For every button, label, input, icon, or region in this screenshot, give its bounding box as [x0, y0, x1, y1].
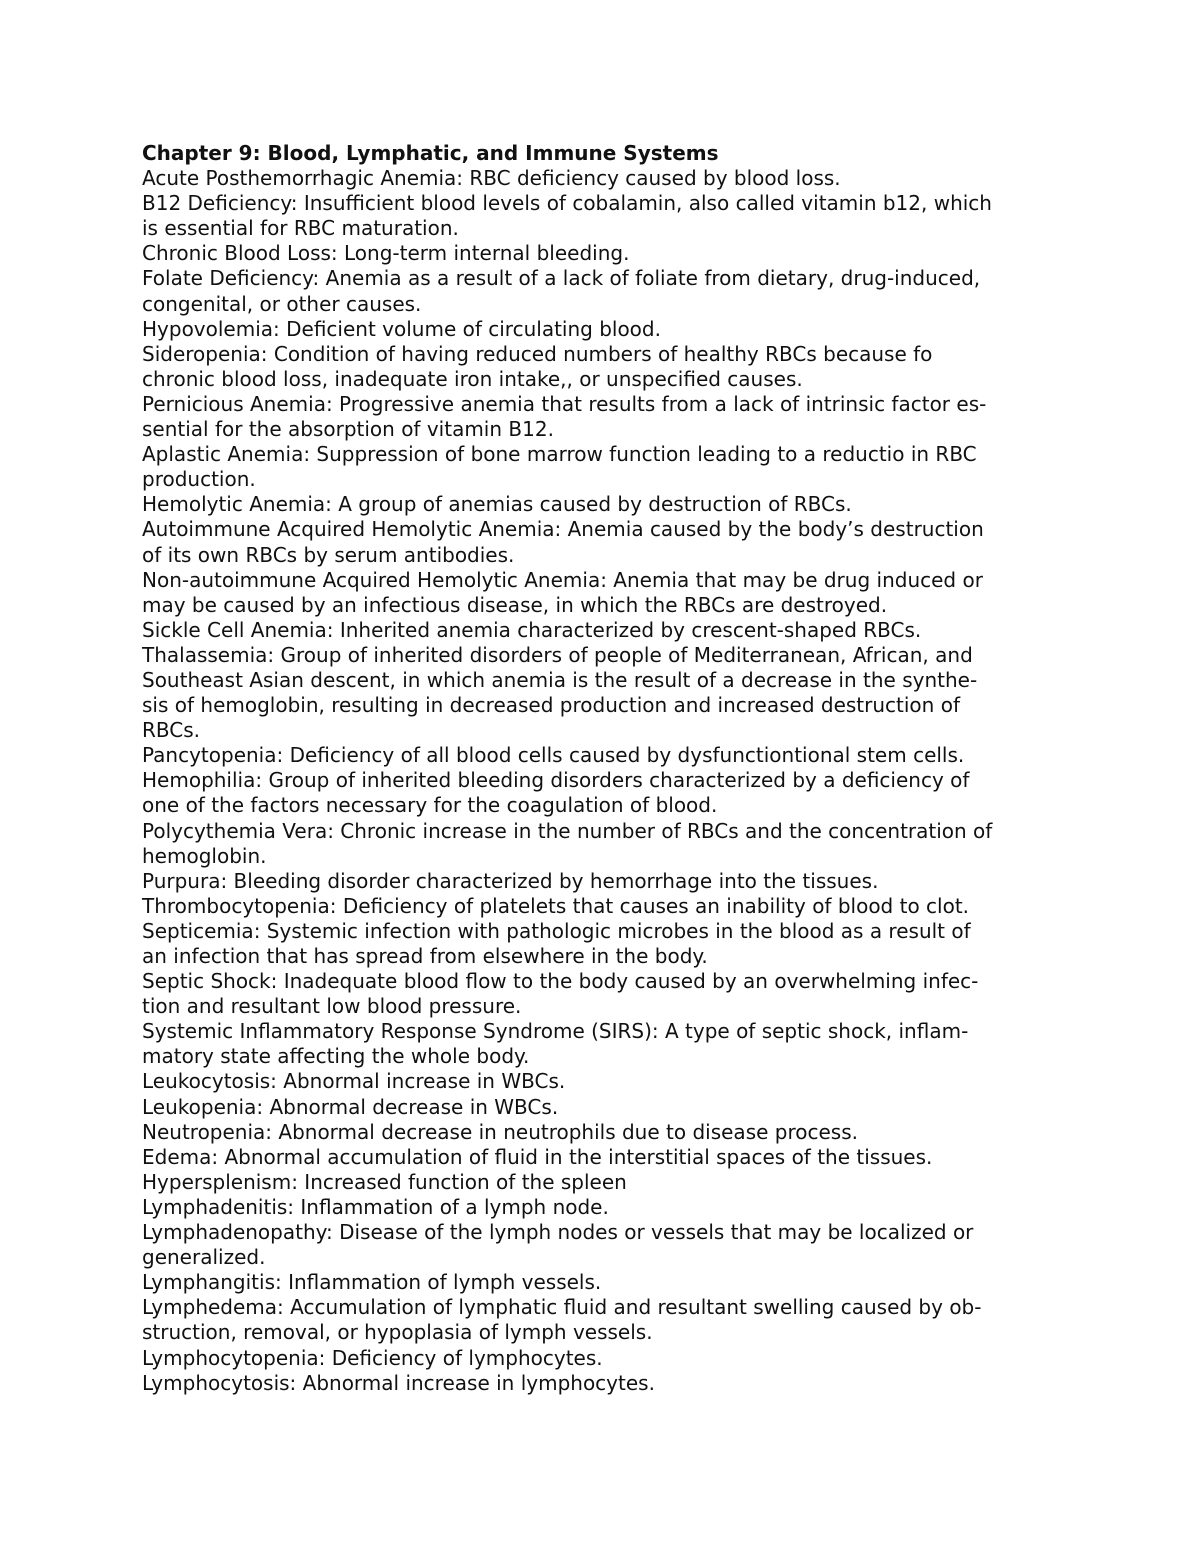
term-line: Neutropenia: Abnormal decrease in neutrophils due to disease process.	[142, 1119, 858, 1144]
term-line: Pancytopenia: Deficiency of all blood cells caused by dysfunctiontional stem cells.	[142, 743, 965, 768]
term-line: an infection that has spread from elsewhere in the body.	[142, 944, 708, 968]
term-line: Systemic Inflammatory Response Syndrome (SIRS): A type of septic shock, inflam-	[142, 1019, 969, 1044]
term-line: Lymphangitis: Inflammation of lymph vessels.	[142, 1270, 602, 1295]
term-line: Edema: Abnormal accumulation of fluid in the interstitial spaces of the tissues.	[142, 1144, 933, 1169]
term-line: chronic blood loss, inadequate iron intake,, or unspecified causes.	[142, 366, 803, 391]
term-line: matory state affecting the whole body.	[142, 1044, 530, 1069]
term-line: Autoimmune Acquired Hemolytic Anemia: Anemia caused by the body’s destruction	[142, 517, 984, 542]
term-line: Sideropenia: Condition of having reduced numbers of healthy RBCs because fo	[142, 341, 933, 366]
term-line: is essential for RBC maturation.	[142, 216, 459, 241]
term-line: Hemophilia: Group of inherited bleeding disorders characterized by a deficiency of	[142, 768, 970, 793]
term-line: Lymphadenopathy: Disease of the lymph nodes or vessels that may be localized or	[142, 1220, 974, 1245]
term-line: Lymphadenitis: Inflammation of a lymph node.	[142, 1194, 609, 1219]
term-line: Thrombocytopenia: Deficiency of platelets that causes an inability of blood to clot.	[142, 893, 970, 918]
term-line: Sickle Cell Anemia: Inherited anemia characterized by crescent-shaped RBCs.	[142, 617, 922, 642]
term-line: hemoglobin.	[142, 843, 267, 868]
term-line: production.	[142, 467, 256, 492]
document-body	[142, 141, 1072, 1396]
term-line: Purpura: Bleeding disorder characterized by hemorrhage into the tissues.	[142, 868, 879, 893]
term-line: sis of hemoglobin, resulting in decreased production and increased destruction of	[142, 693, 960, 718]
term-line: Thalassemia: Group of inherited disorders of people of Mediterranean, African, and	[142, 642, 973, 667]
term-line: B12 Deficiency: Insufficient blood levels of cobalamin, also called vitamin b12, which	[142, 191, 992, 216]
term-line: Acute Posthemorrhagic Anemia: RBC deficiency caused by blood loss.	[142, 166, 841, 191]
term-line: Hypovolemia: Deficient volume of circulating blood.	[142, 316, 661, 341]
term-line: Leukocytosis: Abnormal increase in WBCs.	[142, 1069, 566, 1094]
term-line: Hemolytic Anemia: A group of anemias caused by destruction of RBCs.	[142, 492, 852, 517]
term-line: of its own RBCs by serum antibodies.	[142, 542, 515, 567]
term-line: struction, removal, or hypoplasia of lymph vessels.	[142, 1320, 653, 1345]
term-line: Southeast Asian descent, in which anemia is the result of a decrease in the synthe-	[142, 667, 978, 692]
term-line: Leukopenia: Abnormal decrease in WBCs.	[142, 1094, 559, 1119]
chapter-title: Chapter 9: Blood, Lymphatic, and Immune Systems	[142, 141, 719, 165]
term-line: sential for the absorption of vitamin B12.	[142, 417, 554, 442]
term-line: RBCs.	[142, 718, 201, 743]
term-line: Aplastic Anemia: Suppression of bone marrow function leading to a reductio in RBC	[142, 442, 977, 467]
term-line: generalized.	[142, 1245, 266, 1270]
term-line: Chronic Blood Loss: Long-term internal bleeding.	[142, 241, 630, 266]
term-line: Lymphedema: Accumulation of lymphatic fluid and resultant swelling caused by ob-	[142, 1295, 982, 1320]
term-line: one of the factors necessary for the coagulation of blood.	[142, 793, 718, 818]
term-line: tion and resultant low blood pressure.	[142, 994, 522, 1019]
term-line: Septicemia: Systemic infection with pathologic microbes in the blood as a result of	[142, 918, 971, 943]
term-list	[142, 166, 1072, 1396]
term-line: Septic Shock: Inadequate blood flow to the body caused by an overwhelming infec-	[142, 969, 979, 994]
term-line: congenital, or other causes.	[142, 291, 422, 316]
term-line: Polycythemia Vera: Chronic increase in the number of RBCs and the concentration of	[142, 818, 993, 843]
term-line: may be caused by an infectious disease, in which the RBCs are destroyed.	[142, 592, 888, 617]
term-line: Folate Deficiency: Anemia as a result of a lack of foliate from dietary, drug-induced,	[142, 266, 981, 291]
term-line: Pernicious Anemia: Progressive anemia that results from a lack of intrinsic factor es-	[142, 391, 987, 416]
term-line: Hypersplenism: Increased function of the spleen	[142, 1169, 627, 1194]
term-line: Lymphocytosis: Abnormal increase in lymphocytes.	[142, 1370, 655, 1395]
term-line: Lymphocytopenia: Deficiency of lymphocytes.	[142, 1345, 603, 1370]
term-line: Non-autoimmune Acquired Hemolytic Anemia: Anemia that may be drug induced or	[142, 567, 983, 592]
